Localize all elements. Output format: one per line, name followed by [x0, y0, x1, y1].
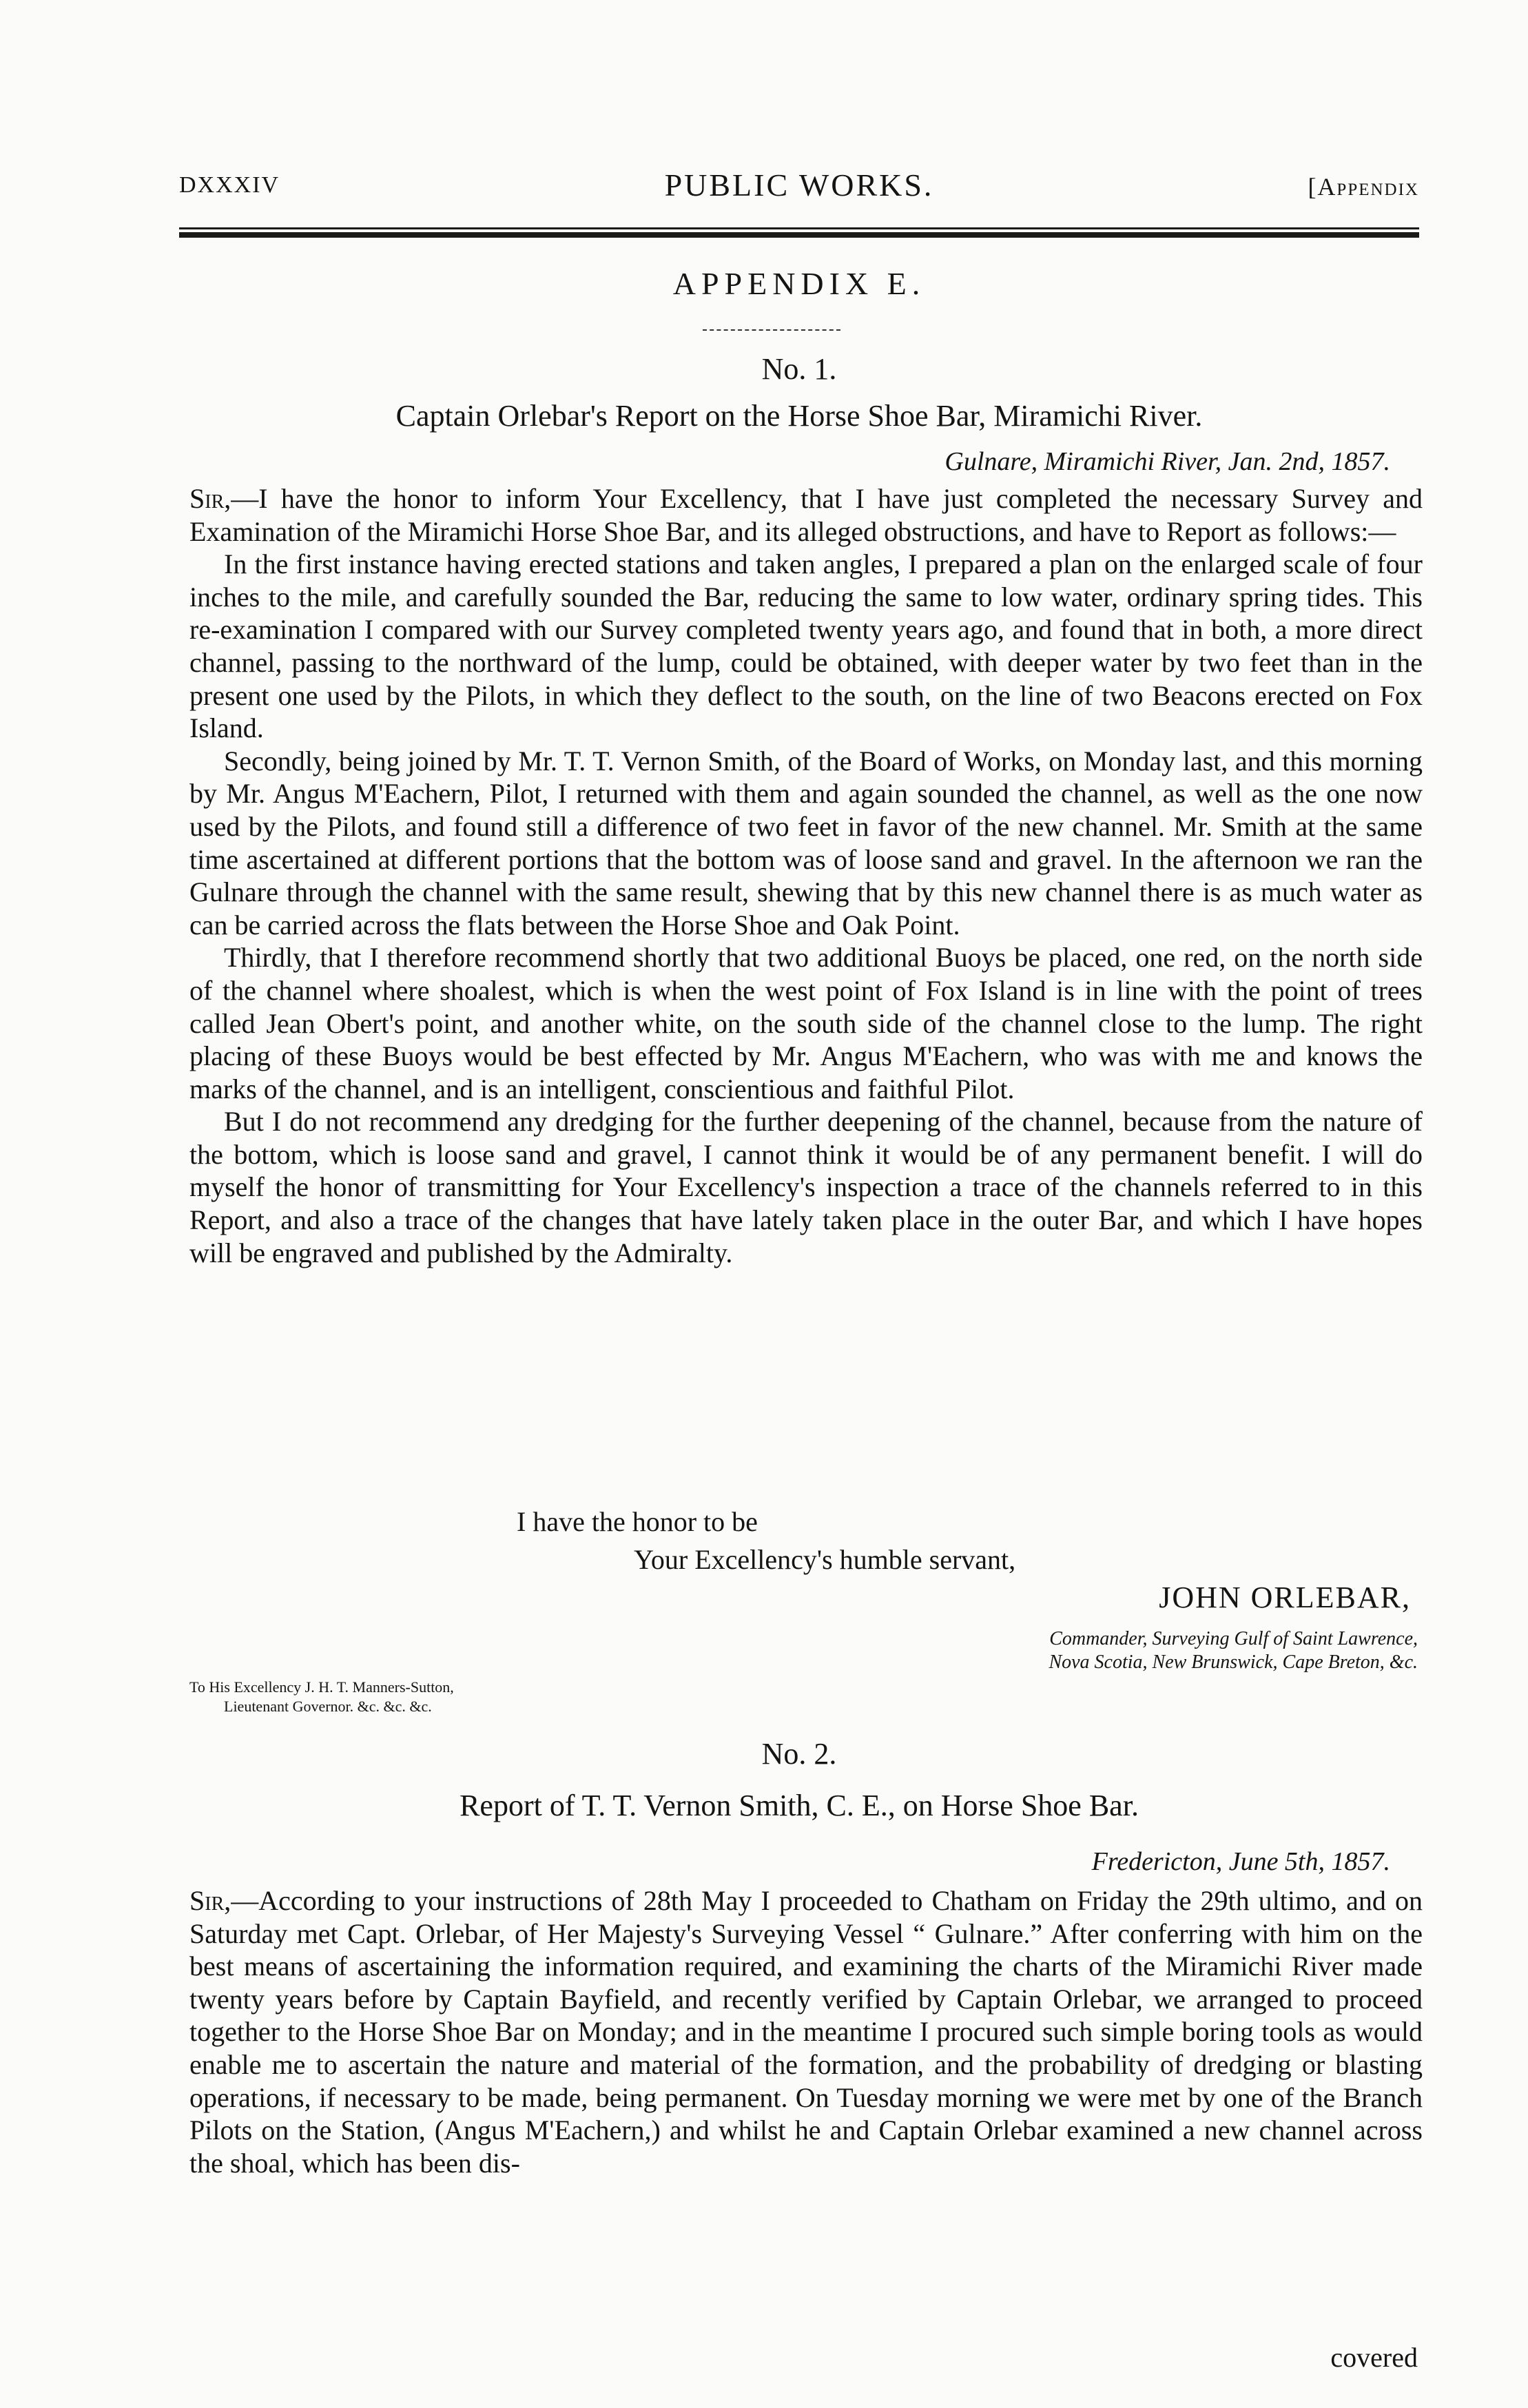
report-1-number: No. 1.: [761, 352, 837, 386]
report-1-paragraph: Thirdly, that I therefore recommend shortly that two additional Buoys be placed, one red, on the north side of the channel where shoalest, which is when the west point of Fox Island is in line with the point of trees called Jean Obert's point, and another white, on the south side of the channel close to the lump. The right placing of these Buoys would be best effected by Mr. Angus M'Eachern, who was with me and knows the marks of the channel, and is an intelligent, conscientious and faithful Pilot.: [189, 942, 1423, 1104]
header-rule-thick: [179, 232, 1419, 238]
report-2-body: [189, 1884, 1423, 2179]
salutation: Sir,: [189, 1885, 231, 1916]
signature-title: Commander, Surveying Gulf of Saint Lawrence, Nova Scotia, New Brunswick, Cape Breton, &c.: [1049, 1628, 1418, 1673]
salutation: Sir,: [189, 483, 231, 514]
report-1-body: [189, 482, 1423, 1269]
report-2-paragraph: Sir,—According to your instructions of 28th May I proceeded to Chatham on Friday the 29th ultimo, and on Saturday met Capt. Orlebar, of Her Majesty's Surveying Vessel “ Gulnare.” After conferring with him on the best means of ascertaining the information required, and examining the charts of the Miramichi River made twenty years before by Captain Bayfield, and recently verified by Captain Orlebar, we arranged to proceed together to the Horse Shoe Bar on Monday; and in the meantime I procured such simple boring tools as would enable me to ascertain the nature and material of the formation, and the probability of dredging or blasting operations, if necessary to be made, being permanent. On Tuesday morning we were met by one of the Branch Pilots on the Station, (Angus M'Eachern,) and whilst he and Captain Orlebar examined a new channel across the shoal, which has been dis-: [189, 1885, 1423, 2179]
report-1-title: Captain Orlebar's Report on the Horse Shoe Bar, Miramichi River.: [395, 399, 1203, 433]
signature: JOHN ORLEBAR,: [1159, 1581, 1411, 1614]
addressee: To His Excellency J. H. T. Manners-Sutton, Lieutenant Governor. &c. &c. &c.: [189, 1678, 454, 1715]
running-head: [179, 167, 1419, 214]
report-2-title: Report of T. T. Vernon Smith, C. E., on Horse Shoe Bar.: [460, 1789, 1139, 1822]
section-divider: [703, 329, 840, 331]
report-1-paragraph: Secondly, being joined by Mr. T. T. Vernon Smith, of the Board of Works, on Monday last, and this morning by Mr. Angus M'Eachern, Pilot, I returned with them and again sounded the channel, as well as the one now used by the Pilots, and found still a difference of two feet in favor of the new channel. Mr. Smith at the same time ascertained at different portions that the bottom was of loose sand and gravel. In the afternoon we ran the Gulnare through the channel with the same result, shewing that by this new channel there is as much water as can be carried across the flats between the Horse Shoe and Oak Point.: [189, 745, 1423, 940]
report-1-paragraph: In the first instance having erected stations and taken angles, I prepared a plan on the enlarged scale of four inches to the mile, and carefully sounded the Bar, reducing the same to low water, ordinary spring tides. This re-examination I compared with our Survey completed twenty years ago, and found that in both, a more direct channel, passing to the northward of the lump, could be obtained, with deeper water by two feet than in the present one used by the Pilots, in which they deflect to the south, on the line of two Beacons erected on Fox Island.: [189, 548, 1423, 744]
report-2-dateline: Fredericton, June 5th, 1857.: [1091, 1847, 1390, 1876]
header-rule-thin: [179, 227, 1419, 229]
closing-line-1: I have the honor to be: [517, 1506, 758, 1537]
running-section: [Appendix: [1308, 173, 1419, 200]
closing-line-2: Your Excellency's humble servant,: [634, 1544, 1016, 1575]
report-2-number: No. 2.: [761, 1737, 837, 1771]
running-title: PUBLIC WORKS.: [664, 167, 934, 203]
report-1-paragraph: But I do not recommend any dredging for the further deepening of the channel, because from the nature of the bottom, which is loose sand and gravel, I cannot think it would be of any permanent benefit. I will do myself the honor of transmitting for Your Excellency's inspection a trace of the channels referred to in this Report, and also a trace of the changes that have lately taken place in the outer Bar, and which I have hopes will be engraved and published by the Admiralty.: [189, 1106, 1423, 1268]
report-1-dateline: Gulnare, Miramichi River, Jan. 2nd, 1857.: [944, 447, 1390, 476]
report-1-paragraph: Sir,—I have the honor to inform Your Excellency, that I have just completed the necessary Survey and Examination of the Miramichi Horse Shoe Bar, and its alleged obstructions, and have to Report as follows:—: [189, 483, 1423, 547]
continuation-word: covered: [1330, 2342, 1418, 2373]
appendix-heading: APPENDIX E.: [672, 266, 926, 301]
page-number: DXXXIV: [179, 172, 280, 198]
